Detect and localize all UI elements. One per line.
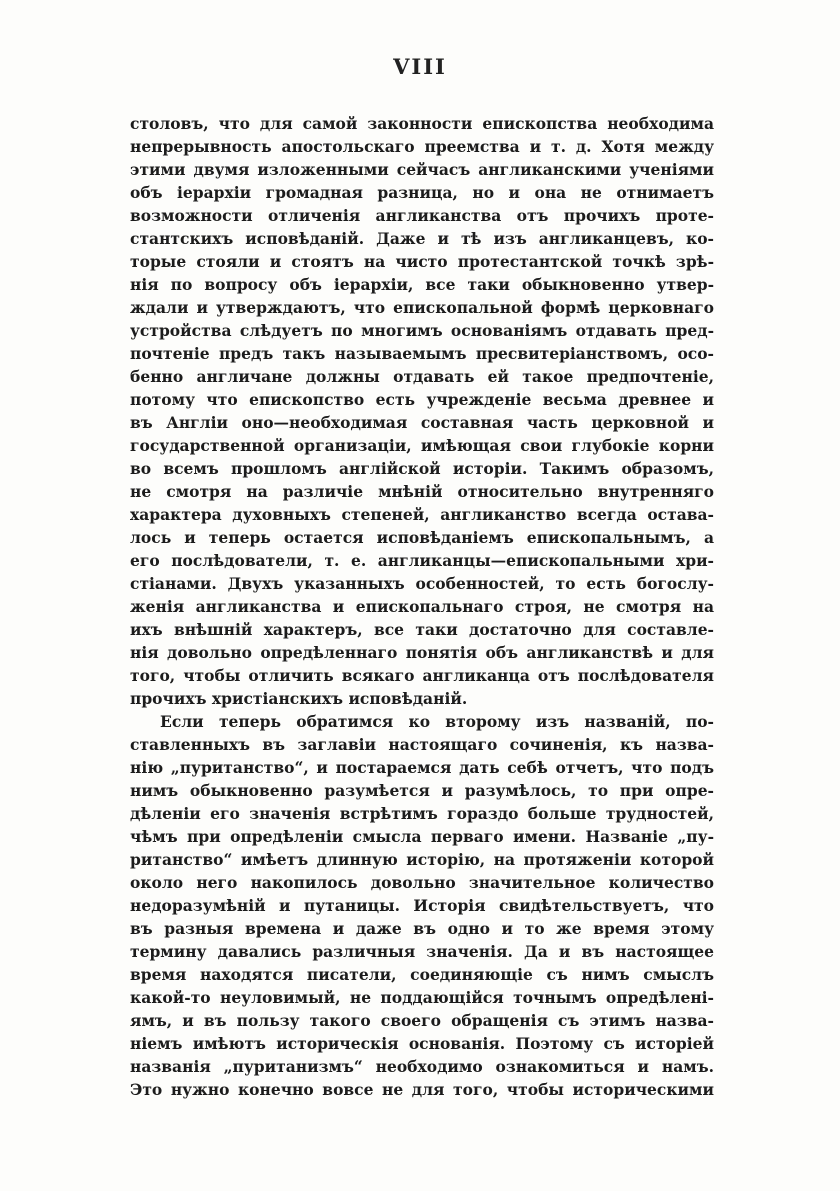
text-line: устройства слѣдуетъ по многимъ основаніямъ отдавать пред-: [130, 321, 714, 340]
text-line: потому что епископство есть учрежденіе весьма древнее и: [130, 390, 714, 409]
text-line: объ іерархіи громадная разница, но и она не отнимаетъ: [130, 183, 714, 202]
paragraph: [130, 112, 714, 710]
text-line: время находятся писатели, соединяющіе съ нимъ смыслъ: [130, 965, 714, 984]
text-line: около него накопилось довольно значительное количество: [130, 873, 714, 892]
text-line: государственной организаціи, имѣющая свои глубокіе корни: [130, 436, 714, 455]
text-line: термину давались различныя значенія. Да и въ настоящее: [130, 942, 714, 961]
text-line: столовъ, что для самой законности епископства необходима: [130, 114, 714, 133]
text-line: названія „пуританизмъ“ необходимо ознакомиться и намъ.: [130, 1057, 714, 1076]
text-line: стіанами. Двухъ указанныхъ особенностей, то есть богослу-: [130, 574, 714, 593]
text-line: ихъ внѣшній характеръ, все таки достаточно для составле-: [130, 620, 714, 639]
text-line: дѣленіи его значенія встрѣтимъ гораздо больше трудностей,: [130, 804, 714, 823]
text-line: прочихъ христіанскихъ исповѣданій.: [130, 689, 468, 708]
page-number: VIII: [393, 54, 447, 79]
text-line: бенно англичане должны отдавать ей такое предпочтеніе,: [130, 367, 714, 386]
text-line: Если теперь обратимся ко второму изъ названій, по-: [160, 712, 714, 731]
text-line: характера духовныхъ степеней, англиканство всегда остава-: [130, 505, 714, 524]
text-line: не смотря на различіе мнѣній относительно внутренняго: [130, 482, 714, 501]
text-line: въ разныя времена и даже въ одно и то же время этому: [130, 919, 714, 938]
text-line: торые стояли и стоятъ на чисто протестантской точкѣ зрѣ-: [130, 252, 714, 271]
text-line: какой-то неуловимый, не поддающійся точнымъ опредѣлені-: [130, 988, 714, 1007]
text-line: нія довольно опредѣленнаго понятія объ англиканствѣ и для: [130, 643, 714, 662]
text-line: почтеніе предъ такъ называемымъ пресвитеріанствомъ, осо-: [130, 344, 714, 363]
text-line: нію „пуританство“, и постараемся дать себѣ отчетъ, что подъ: [130, 758, 714, 777]
text-line: Это нужно конечно вовсе не для того, чтобы историческими: [130, 1080, 714, 1099]
text-line: во всемъ прошломъ англійской исторіи. Такимъ образомъ,: [130, 459, 714, 478]
text-line: ставленныхъ въ заглавіи настоящаго сочиненія, къ назва-: [130, 735, 714, 754]
text-line: того, чтобы отличить всякаго англиканца отъ послѣдователя: [130, 666, 714, 685]
text-line: ніемъ имѣютъ историческія основанія. Поэтому съ исторіей: [130, 1034, 714, 1053]
text-line: непрерывность апостольскаго преемства и т. д. Хотя между: [130, 137, 714, 156]
text-line: ямъ, и въ пользу такого своего обращенія съ этимъ назва-: [130, 1011, 714, 1030]
text-line: стантскихъ исповѣданій. Даже и тѣ изъ англиканцевъ, ко-: [130, 229, 714, 248]
paragraph: [130, 710, 714, 1101]
text-line: недоразумѣній и путаницы. Исторія свидѣтельствуетъ, что: [130, 896, 714, 915]
text-line: ританство“ имѣетъ длинную исторію, на протяженіи которой: [130, 850, 714, 869]
text-block: [130, 112, 714, 1101]
text-line: нимъ обыкновенно разумѣется и разумѣлось, то при опре-: [130, 781, 714, 800]
text-line: его послѣдователи, т. е. англиканцы—епископальными хри-: [130, 551, 714, 570]
text-line: въ Англіи оно—необходимая составная часть церковной и: [130, 413, 714, 432]
text-line: лось и теперь остается исповѣданіемъ епископальнымъ, а: [130, 528, 714, 547]
text-line: этими двумя изложенными сейчасъ англиканскими ученіями: [130, 160, 714, 179]
text-line: нія по вопросу объ іерархіи, все таки обыкновенно утвер-: [130, 275, 714, 294]
text-line: женія англиканства и епископальнаго строя, не смотря на: [130, 597, 714, 616]
text-line: чѣмъ при опредѣленіи смысла перваго имени. Названіе „пу-: [130, 827, 714, 846]
text-line: ждали и утверждаютъ, что епископальной формѣ церковнаго: [130, 298, 714, 317]
text-line: возможности отличенія англиканства отъ прочихъ проте-: [130, 206, 714, 225]
